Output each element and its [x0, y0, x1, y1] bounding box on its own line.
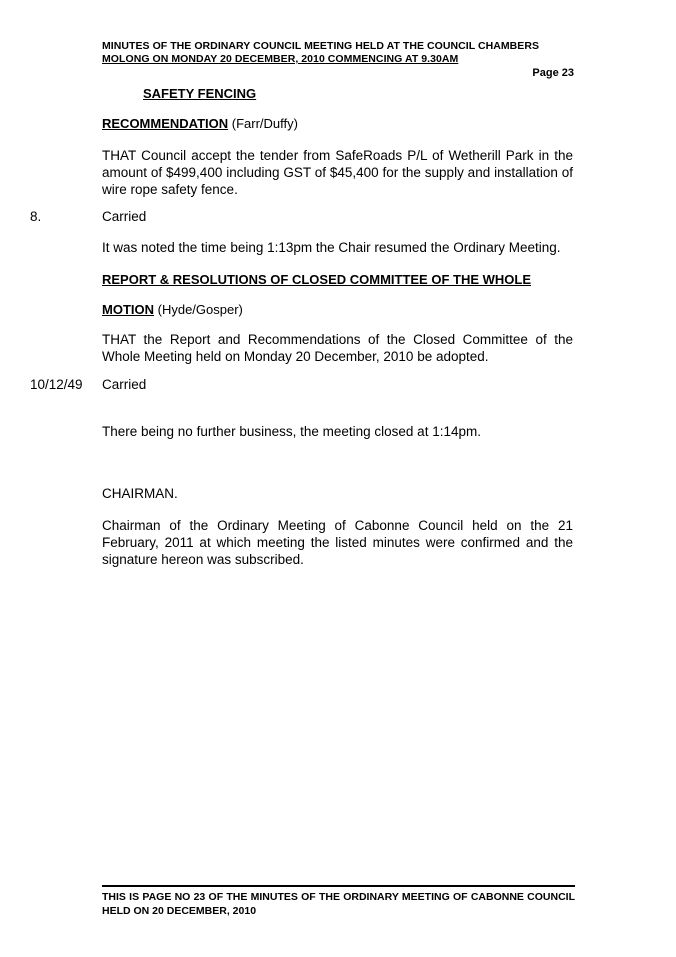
closed-committee-resolution: THAT the Report and Recommendations of the Closed Committee of the Whole Meeting held on Monday 20 December, 2010 be adopted.: [102, 332, 573, 364]
recommendation-movers: (Farr/Duffy): [231, 116, 298, 131]
safety-fencing-resolution: THAT Council accept the tender from SafeRoads P/L of Wetherill Park in the amount of $499,400 including GST of $45,400 for the supply and installation of wire rope safety fence.: [102, 148, 573, 197]
closed-committee-outcome: Carried: [102, 377, 147, 392]
motion-movers: (Hyde/Gosper): [157, 302, 243, 317]
chair-resumed-note: It was noted the time being 1:13pm the Chair resumed the Ordinary Meeting.: [102, 240, 561, 255]
header-title-line-1: MINUTES OF THE ORDINARY COUNCIL MEETING HELD AT THE COUNCIL CHAMBERS: [102, 40, 540, 52]
closed-committee-heading: REPORT & RESOLUTIONS OF CLOSED COMMITTEE OF THE WHOLE: [102, 272, 531, 287]
item-ref-8: 8.: [30, 209, 42, 224]
recommendation-line: [102, 116, 298, 131]
safety-fencing-outcome: Carried: [102, 209, 147, 224]
motion-label: MOTION: [102, 302, 154, 317]
header-title-line-2: MOLONG ON MONDAY 20 DECEMBER, 2010 COMMENCING AT 9.30AM: [102, 53, 459, 65]
footer-text: THIS IS PAGE NO 23 OF THE MINUTES OF THE ORDINARY MEETING OF CABONNE COUNCIL HELD ON 20 DECEMBER, 2010: [102, 891, 575, 917]
chairman-label: CHAIRMAN.: [102, 486, 178, 501]
safety-fencing-heading: SAFETY FENCING: [143, 86, 257, 101]
motion-line: [102, 302, 243, 317]
item-ref-10-12-49: 10/12/49: [30, 377, 83, 392]
recommendation-label: RECOMMENDATION: [102, 116, 229, 131]
page-number: Page 23: [532, 67, 574, 79]
footer-divider: [102, 885, 575, 887]
minutes-confirmation: Chairman of the Ordinary Meeting of Cabonne Council held on the 21 February, 2011 at which meeting the listed minutes were confirmed and the signature hereon was subscribed.: [102, 518, 573, 567]
meeting-close-note: There being no further business, the meeting closed at 1:14pm.: [102, 424, 481, 439]
